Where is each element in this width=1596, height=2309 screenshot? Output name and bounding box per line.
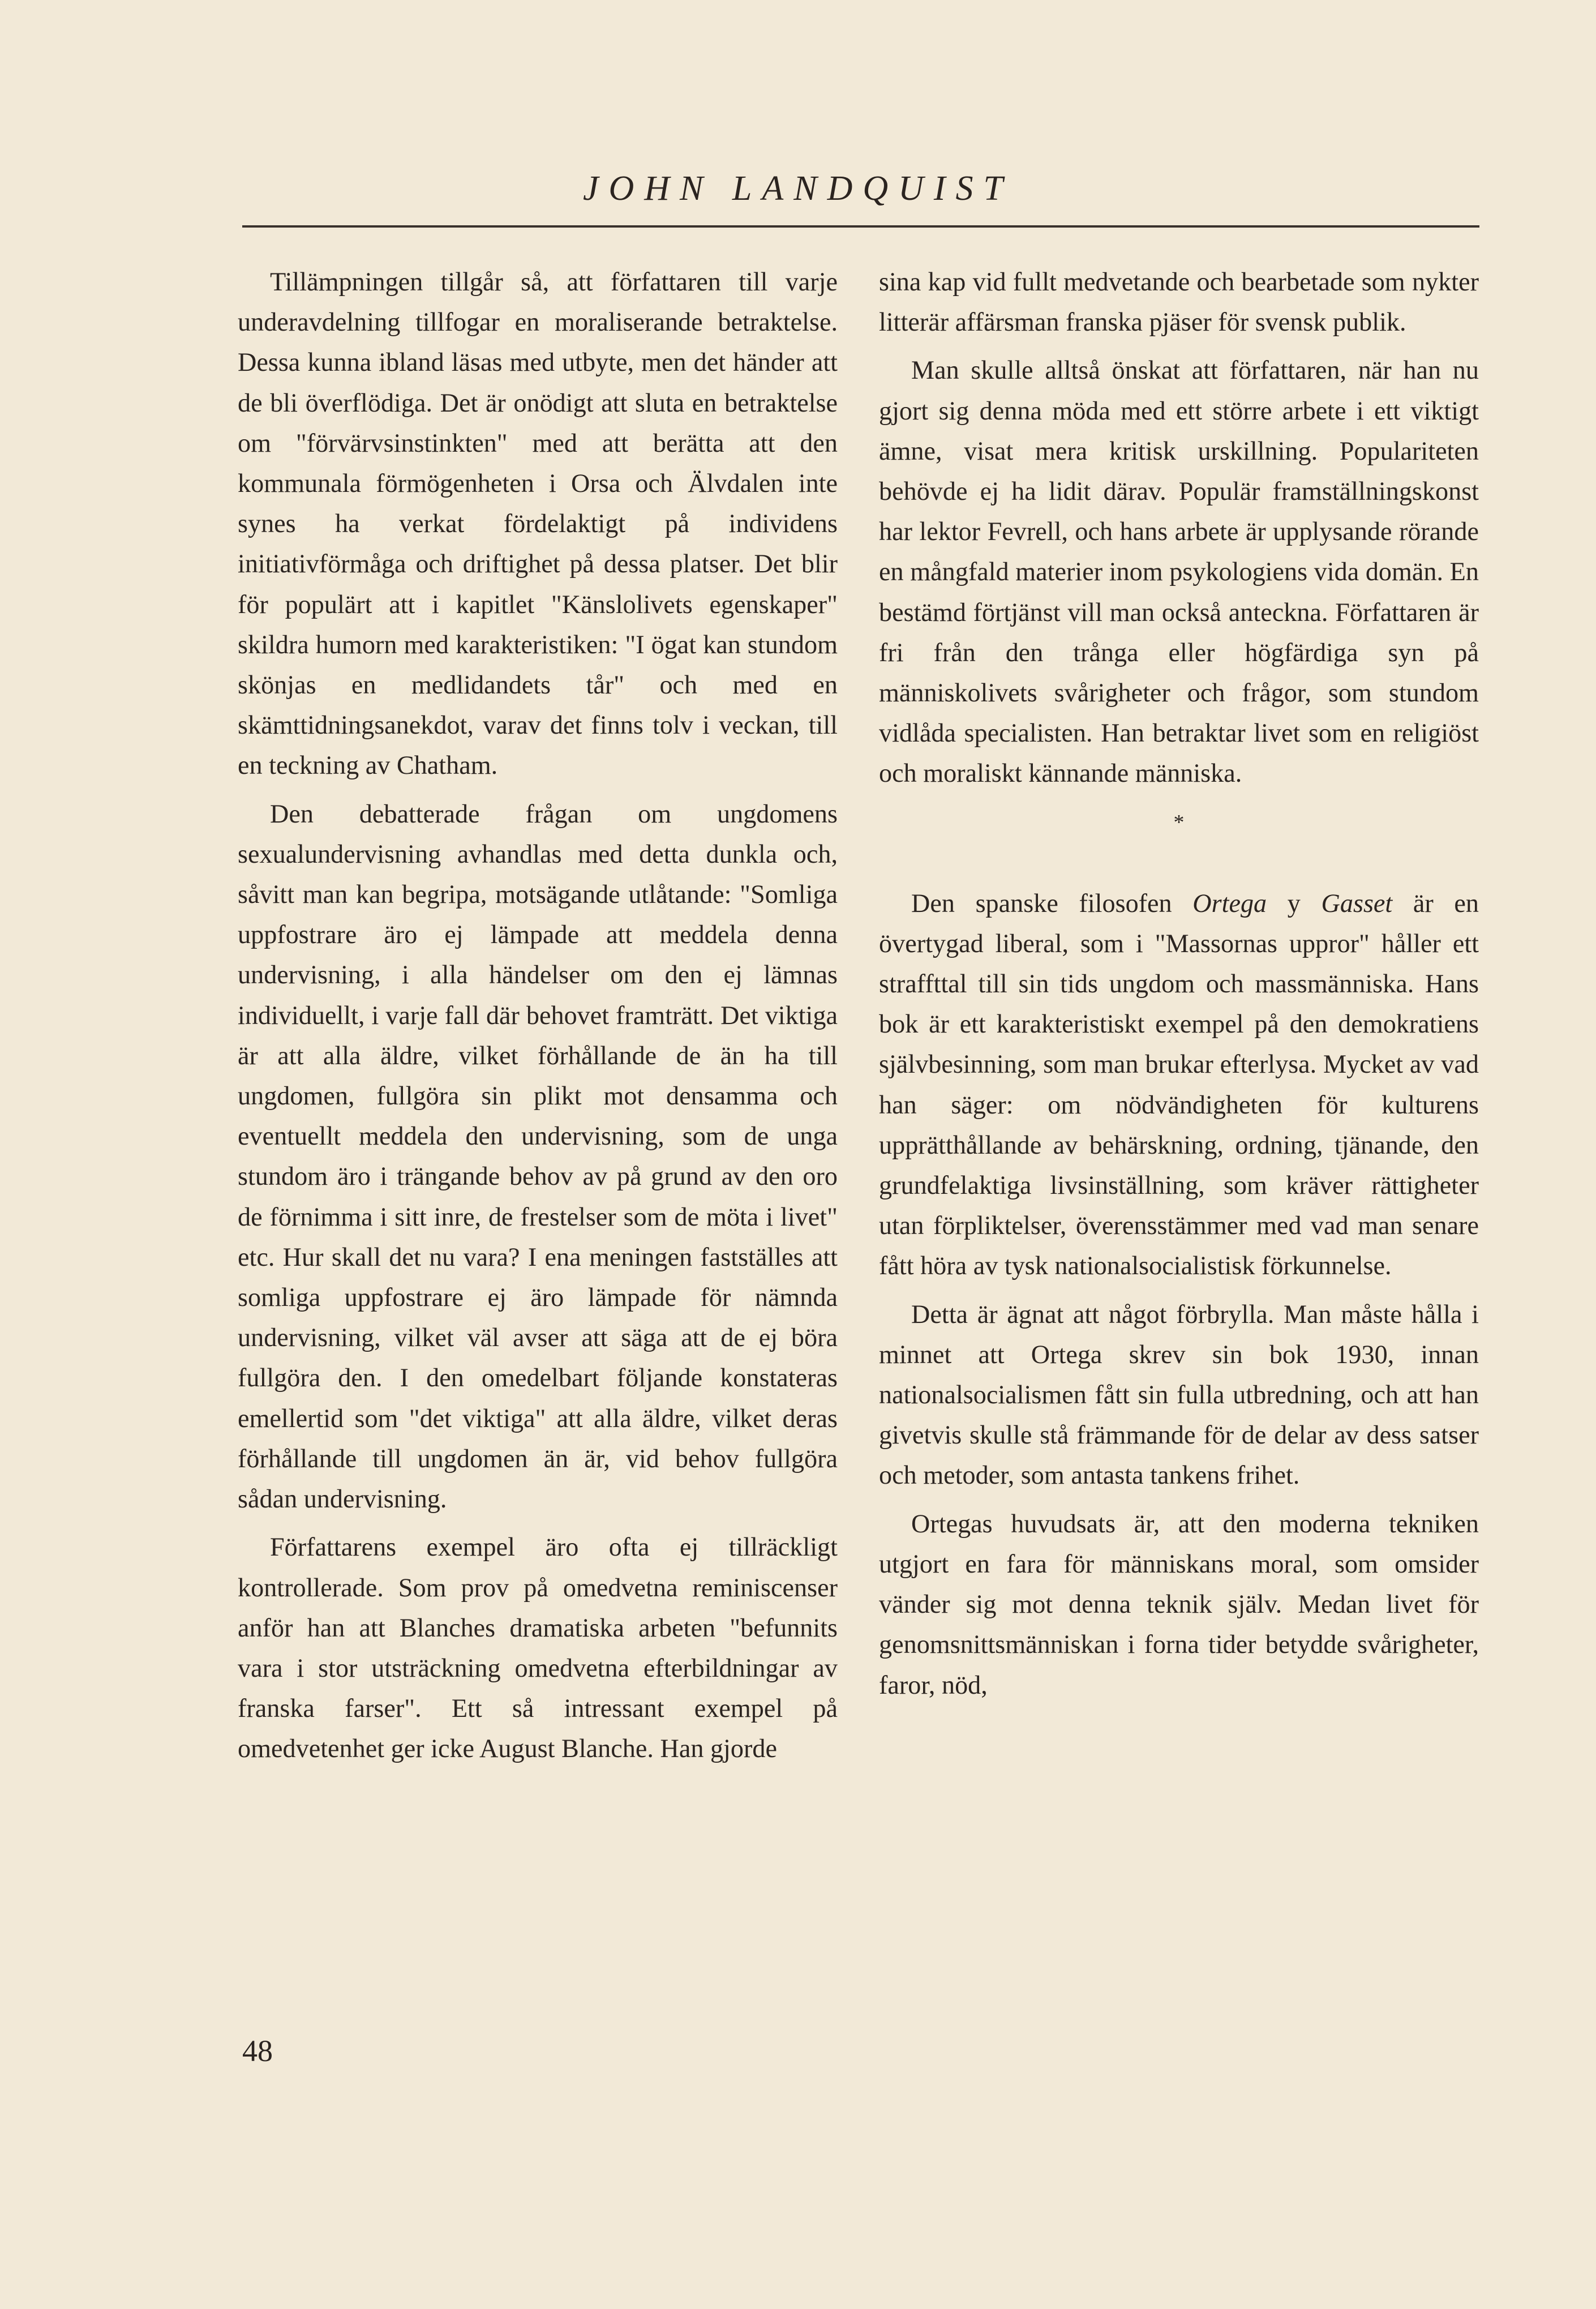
text-run: Den spanske filosofen (911, 888, 1193, 918)
header-rule (242, 225, 1479, 228)
paragraph: Tillämpningen tillgår så, att författaren till varje underavdelning tillfogar en moraliserande betraktelse. Dessa kunna ibland läsas med utbyte, men det händer att de bli överflödiga. Det är onödigt att sluta en betraktelse om "förvärvsinstinkten" med att berätta att den kommunala förmögenheten i Orsa och Älvdalen inte synes ha verkat fördelaktigt på individens initiativförmåga och driftighet på dessa platser. Det blir för populärt att i kapitlet "Känslolivets egenskaper" skildra humorn med karakteristiken: "I ögat kan stundom skönjas en medlidandets tår" och med en skämttidningsanekdot, varav det finns tolv i veckan, till en teckning av Chatham. (238, 267, 838, 780)
text-run: är en övertygad liberal, som i "Massornas uppror" håller ett straffttal till sin tids ungdom och massmänniska. Hans bok är ett karakteristiskt exempel på den demokratiens självbesinning, som man brukar efterlysa. Mycket av vad han säger: om nödvändigheten för kulturens upprätthållande av behärskning, ordning, tjänande, den grundfelaktiga livsinställning, som kräver rättigheter utan förpliktelser, överensstämmer med vad man senare fått höra av tysk nationalsocialistisk förkunnelse. (879, 888, 1479, 1280)
page-number: 48 (242, 2034, 273, 2068)
paragraph-continuation: sina kap vid fullt medvetande och bearbetade som nykter litterär affärsman franska pjäser för svensk publik. (879, 267, 1479, 337)
italic-name: Ortega (1192, 888, 1267, 918)
paragraph: Detta är ägnat att något förbrylla. Man måste hålla i minnet att Ortega skrev sin bok 1930, innan nationalsocialismen fått sin fulla utbredning, och att han givetvis skulle stå främmande för de delar av dess satser och metoder, som antasta tankens frihet. (879, 1299, 1479, 1490)
section-break: * (1173, 810, 1185, 834)
paragraph: Ortegas huvudsats är, att den moderna tekniken utgjort en fara för människans moral, som omsider vänder sig mot denna teknik själv. Medan livet för genomsnittsmänniskan i forna tider betydde svårigheter, faror, nöd, (879, 1509, 1479, 1699)
text-run: y (1267, 888, 1322, 918)
right-column (879, 262, 1479, 1705)
paragraph: Man skulle alltså önskat att författaren, när han nu gjort sig denna möda med ett större arbete i ett viktigt ämne, visat mera kritisk urskillning. Populariteten behövde ej ha lidit därav. Populär framställningskonst har lektor Fevrell, och hans arbete är upplysande rörande en mångfald materier inom psykologiens vida domän. En bestämd förtjänst vill man också anteckna. Författaren är fri från den trånga eller högfärdiga syn på människolivets svårigheter och frågor, som stundom vidlåda specialisten. Han betraktar livet som en religiöst och moraliskt kännande människa. (879, 355, 1479, 788)
running-head: JOHN LANDQUIST (582, 169, 1014, 208)
paragraph-ortega (879, 883, 1479, 1286)
paragraph: Författarens exempel äro ofta ej tillräckligt kontrollerade. Som prov på omedvetna reminiscenser anför han att Blanches dramatiska arbeten "befunnits vara i stor utsträckning omedvetna efterbildningar av franska farser". Ett så intressant exempel på omedvetenhet ger icke August Blanche. Han gjorde (238, 1532, 838, 1763)
italic-name: Gasset (1321, 888, 1393, 918)
left-column (238, 262, 838, 1769)
paragraph: Den debatterade frågan om ungdomens sexualundervisning avhandlas med detta dunkla och, såvitt man kan begripa, motsägande utlåtande: "Somliga uppfostrare äro ej lämpade att meddela denna undervisning, i alla händelser om den ej lämnas individuellt, i varje fall där behovet framträtt. Det viktiga är att alla äldre, vilket förhållande de än ha till ungdomen, fullgöra sin plikt mot densamma och eventuellt meddela den undervisning, som de unga stundom äro i trängande behov av på grund av den oro de förnimma i sitt inre, de frestelser som de möta i livet" etc. Hur skall det nu vara? I ena meningen fastställes att somliga uppfostrare ej äro lämpade för nämnda undervisning, vilket väl avser att säga att de ej böra fullgöra den. I den omedelbart följande konstateras emellertid som "det viktiga" att alla äldre, vilket deras förhållande till ungdomen än är, vid behov fullgöra sådan undervisning. (238, 799, 838, 1514)
